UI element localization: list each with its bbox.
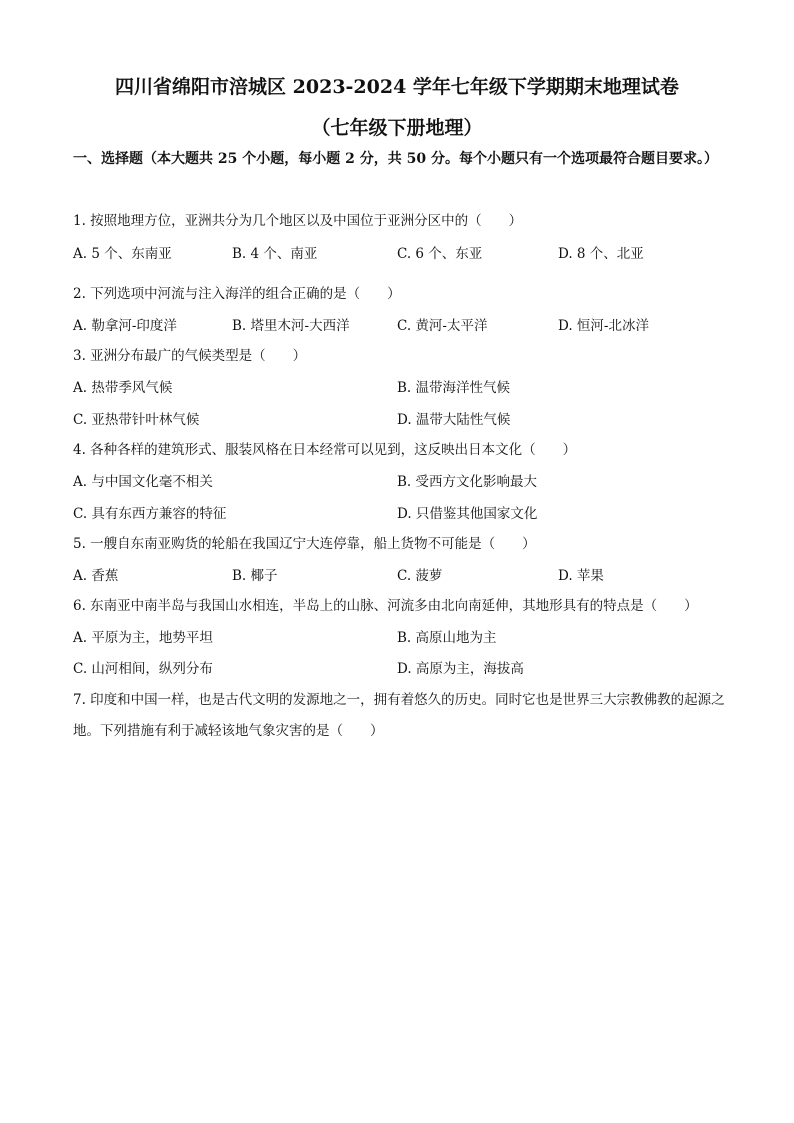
question-3-option-c: C. 亚热带针叶林气候 <box>73 412 200 428</box>
question-2-option-b: B. 塔里木河-大西洋 <box>232 318 350 334</box>
question-1-stem: 1. 按照地理方位，亚洲共分为几个地区以及中国位于亚洲分区中的（ ） <box>73 213 523 229</box>
question-4-option-a: A. 与中国文化毫不相关 <box>73 474 213 490</box>
question-3-option-b: B. 温带海洋性气候 <box>397 380 511 396</box>
question-4-option-c: C. 具有东西方兼容的特征 <box>73 506 227 522</box>
question-5-option-a: A. 香蕉 <box>73 568 119 584</box>
question-7-stem: 7. 印度和中国一样，也是古代文明的发源地之一，拥有着悠久的历史。同时它也是世界三大宗教佛教的起源之地。下列措施有利于减轻该地气象灾害的是（ ） <box>73 692 725 739</box>
question-1-option-d: D. 8 个、北亚 <box>558 246 644 262</box>
question-2-option-a: A. 勒拿河-印度洋 <box>73 318 177 334</box>
exam-title: 四川省绵阳市涪城区 2023-2024 学年七年级下学期期末地理试卷 <box>115 76 679 98</box>
question-2-option-d: D. 恒河-北冰洋 <box>558 318 649 334</box>
question-1-option-b: B. 4 个、南亚 <box>232 246 318 262</box>
question-6-option-a: A. 平原为主，地势平坦 <box>73 630 213 646</box>
question-3-option-d: D. 温带大陆性气候 <box>397 412 511 428</box>
question-4-option-d: D. 只借鉴其他国家文化 <box>397 506 538 522</box>
question-3-option-a: A. 热带季风气候 <box>73 380 173 396</box>
question-5-stem: 5. 一艘自东南亚购货的轮船在我国辽宁大连停靠，船上货物不可能是（ ） <box>73 536 536 552</box>
question-3-stem: 3. 亚洲分布最广的气候类型是（ ） <box>73 348 307 364</box>
section-heading: 一、选择题（本大题共 25 个小题，每小题 2 分，共 50 分。每个小题只有一个选项最符合题目要求。） <box>73 151 718 167</box>
question-1-option-c: C. 6 个、东亚 <box>397 246 483 262</box>
question-5-option-b: B. 椰子 <box>232 568 278 584</box>
question-5-option-c: C. 菠萝 <box>397 568 443 584</box>
question-2-stem: 2. 下列选项中河流与注入海洋的组合正确的是（ ） <box>73 286 401 302</box>
question-6-option-b: B. 高原山地为主 <box>397 630 497 646</box>
question-6-option-c: C. 山河相间，纵列分布 <box>73 661 213 677</box>
question-6-option-d: D. 高原为主，海拔高 <box>397 661 524 677</box>
question-2-option-c: C. 黄河-太平洋 <box>397 318 488 334</box>
question-1-option-a: A. 5 个、东南亚 <box>73 246 172 262</box>
exam-subtitle: （七年级下册地理） <box>311 117 483 139</box>
question-5-option-d: D. 苹果 <box>558 568 604 584</box>
question-6-stem: 6. 东南亚中南半岛与我国山水相连，半岛上的山脉、河流多由北向南延伸，其地形具有的特点是（ ） <box>73 598 698 614</box>
question-4-option-b: B. 受西方文化影响最大 <box>397 474 538 490</box>
question-4-stem: 4. 各种各样的建筑形式、服装风格在日本经常可以见到，这反映出日本文化（ ） <box>73 442 577 458</box>
